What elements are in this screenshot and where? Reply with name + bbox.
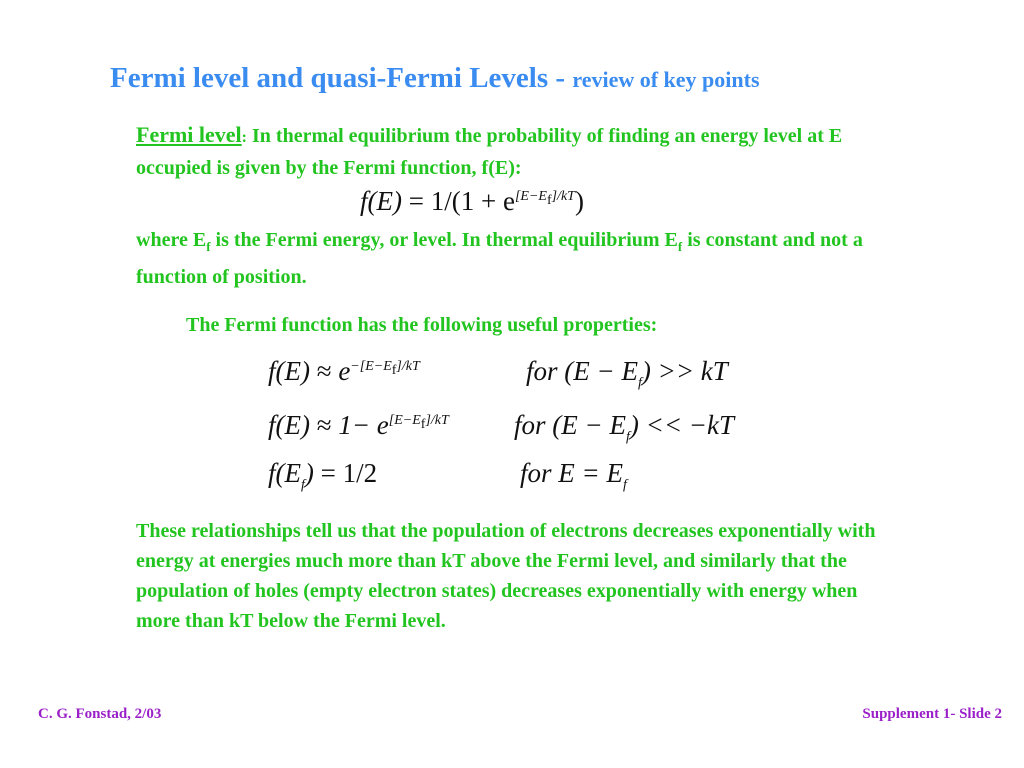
property-condition-3: for $E = E_f$ bbox=[520, 458, 627, 493]
title-separator: - bbox=[548, 62, 573, 94]
property-condition-1: for $(E - E_f)$ >> kT bbox=[526, 356, 728, 391]
eq-lhs: f(E) bbox=[360, 186, 402, 216]
properties-intro: The Fermi function has the following useful properties: bbox=[186, 314, 658, 336]
property-condition-2: for $(E - E_f) << -kT$ bbox=[514, 410, 735, 445]
fermi-function-equation bbox=[360, 186, 584, 217]
title-subtitle: review of key points bbox=[572, 67, 760, 92]
property-row-1: $f(E) \approx e^{-[E-E_f]/kT}$ bbox=[268, 356, 420, 386]
footer-slide-number: Supplement 1- Slide 2 bbox=[862, 706, 1002, 722]
summary-paragraph: These relationships tell us that the population of electrons decreases exponentially with energy at energies much more than kT above the Fermi level, and similarly that the population of holes (empty electron states) decreases exponentially with energy when more than kT below the Fermi level. bbox=[136, 520, 876, 632]
footer-author: C. G. Fonstad, 2/03 bbox=[38, 706, 162, 722]
fermi-level-colon: : bbox=[241, 129, 247, 146]
property-row-3: $f(E_f) = 1/2$ bbox=[268, 458, 378, 493]
slide-title bbox=[110, 62, 760, 95]
eq-rhs: 1/(1 + e bbox=[430, 186, 515, 216]
fermi-level-term: Fermi level bbox=[136, 122, 242, 147]
fermi-level-text: In thermal equilibrium the probability of finding an energy level at E occupied is given by the Fermi function, f(E): bbox=[136, 125, 843, 179]
fermi-level-paragraph bbox=[136, 120, 896, 183]
eq-close: ) bbox=[574, 186, 584, 216]
property-row-2: $f(E) \approx 1- e^{[E-E_f]/kT}$ bbox=[268, 410, 449, 440]
fermi-energy-paragraph: where $E_f$ is the Fermi energy, or level. In thermal equilibrium $E_f$ is constant and not a function of position. bbox=[136, 229, 863, 288]
eq-equals: = bbox=[408, 186, 424, 216]
title-main: Fermi level and quasi-Fermi Levels bbox=[110, 62, 549, 94]
eq-exponent: [E−Ef]/kT bbox=[514, 189, 575, 208]
